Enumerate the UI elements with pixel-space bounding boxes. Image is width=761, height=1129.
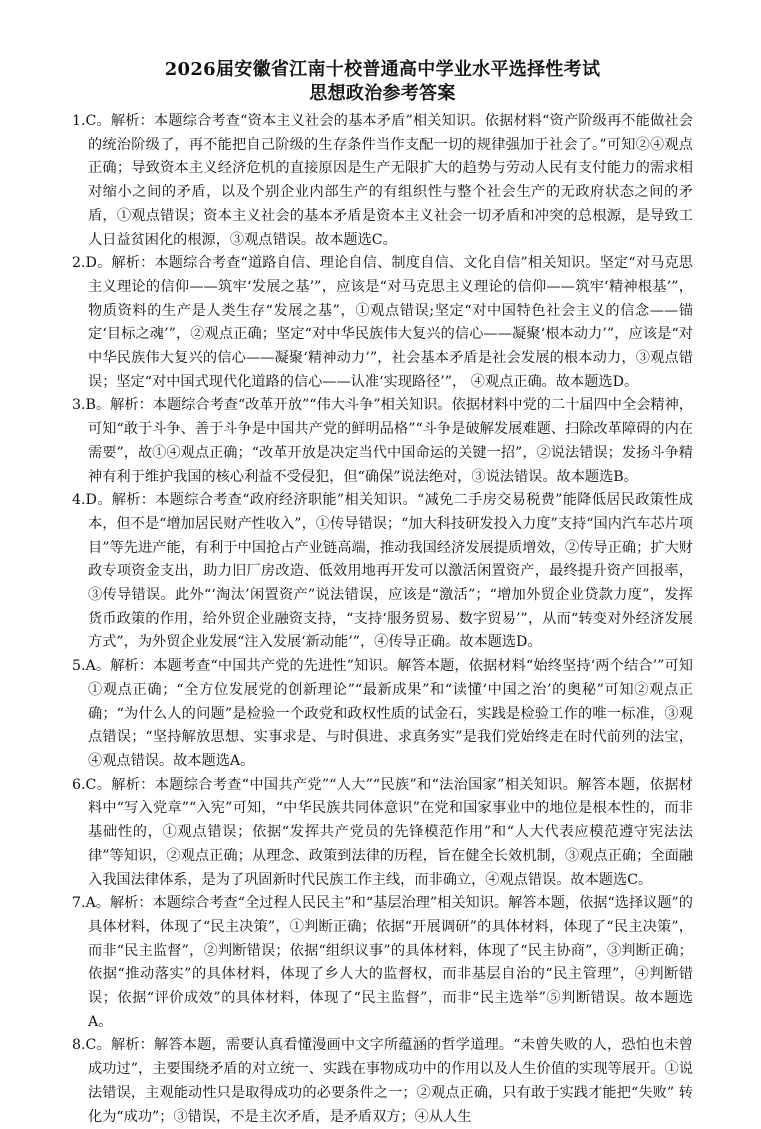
answer-item-1: 1.C。解析：本题综合考查“资本主义社会的基本矛盾”相关知识。依据材料“资产阶级再不能做社会的统治阶级了，再不能把自己阶级的生存条件当作支配一切的规律强加于社会了。”可知②④观点正确；导致资本主义经济危机的直接原因是生产无限扩大的趋势与劳动人民有支付能力的需求相对缩小之间的矛盾，以及个别企业内部生产的有组织性与整个社会生产的无政府状态之间的矛盾，①观点错误；资本主义社会的基本矛盾是资本主义社会一切矛盾和冲突的总根源，是导致工人日益贫困化的根源，③观点错误。故本题选C。 xyxy=(72,113,693,248)
answer-item-3: 3.B。解析：本题综合考查“改革开放”“伟大斗争”相关知识。依据材料中党的二十届四中全会精神，可知“敢于斗争、善于斗争是中国共产党的鲜明品格”“斗争是破解发展难题、扫除改革障碍的内在需要”，故①④观点正确；“改革开放是决定当代中国命运的关键一招”，②说法错误；发扬斗争精神有利于维护我国的核心利益不受侵犯，但“确保”说法绝对，③说法错误。故本题选B。 xyxy=(72,397,693,485)
answer-item-7: 7.A。解析：本题综合考查“全过程人民民主”和“基层治理”相关知识。解答本题，依据“选择议题”的具体材料，体现了“民主决策”，①判断正确；依据“开展调研”的具体材料，体现了“民主决策”，而非“民主监督”，②判断错误；依据“组织议事”的具体材料，体现了“民主协商”，③判断正确；依据“推动落实”的具体材料，体现了乡人大的监督权，而非基层自治的“民主管理”，④判断错误；依据“评价成效”的具体材料，体现了“民主监督”，而非“民主选举”⑤判断错误。故本题选A。 xyxy=(72,895,693,1030)
document-title: 2026届安徽省江南十校普通高中学业水平选择性考试 xyxy=(164,59,601,80)
answer-item-6: 6.C。解析：本题综合考查“中国共产党”“人大”“民族”和“法治国家”相关知识。解答本题，依据材料中“写入党章”“入宪”可知，“中华民族共同体意识”在党和国家事业中的地位是根本性的，而非基础性的，①观点错误；依据“发挥共产党员的先锋模范作用”和“人大代表应模范遵守宪法法律”等知识，②观点正确；从理念、政策到法律的历程，旨在健全长效机制，③观点正确；全面融入我国法律体系，是为了巩固新时代民族工作主线，而非确立，④观点错误。故本题选C。 xyxy=(72,776,693,888)
answer-item-8: 8.C。解析：解答本题，需要认真看懂漫画中文字所蕴涵的哲学道理。“未曾失败的人，恐怕也未曾成功过”，主要围绕矛盾的对立统一、实践在事物成功中的作用以及人生价值的实现等展开。①说法错误，主观能动性只是取得成功的必要条件之一；②观点正确，只有敢于实践才能把“失败” 转化为“成功”；③错误，不是主次矛盾，是矛盾双方；④从人生 xyxy=(72,1037,693,1125)
answer-list xyxy=(72,110,693,1129)
answer-item-4: 4.D。解析：本题综合考查“政府经济职能”相关知识。“减免二手房交易税费”能降低居民政策性成本，但不是“增加居民财产性收入”，①传导错误；“加大科技研发投入力度”支持“国内汽车芯片项目”等先进产能，有利于中国抢占产业链高端，推动我国经济发展提质增效，②传导正确；扩大财政专项资金支出，助力旧厂房改造、低效用地再开发可以激活闲置资产，最终提升资产回报率，③传导错误。此外“‘淘汰’闲置资产”说法错误，应该是“激活”；“增加外贸企业贷款力度”，发挥货币政策的作用，给外贸企业融资支持，“支持‘服务贸易、数字贸易’”，从而“转变对外经济发展方式”，为外贸企业发展“注入发展‘新动能’”，④传导正确。故本题选D。 xyxy=(72,492,693,651)
answer-item-2: 2.D。解析：本题综合考查“道路自信、理论自信、制度自信、文化自信”相关知识。坚定“对马克思主义理论的信仰——筑牢‘发展之基’”，应该是“对马克思主义理论的信仰——筑牢‘精神根基’”，物质资料的生产是人类生存“发展之基”，①观点错误;坚定“对中国特色社会主义的信念——锚定‘目标之魂’”，②观点正确；坚定“对中华民族伟大复兴的信心——凝聚‘根本动力’”，应该是“对中华民族伟大复兴的信心——凝聚‘精神动力’”，社会基本矛盾是社会发展的根本动力，③观点错误；坚定“对中国式现代化道路的信心——认准‘实现路径’”， ④观点正确。故本题选D。 xyxy=(72,255,693,390)
answer-item-5: 5.A。解析：本题考查“中国共产党的先进性”知识。解答本题，依据材料“始终坚持‘两个结合’”可知①观点正确；“全方位发展党的创新理论”“最新成果”和“读懂‘中国之治’的奥秘”可知②观点正确；“为什么人的问题”是检验一个政党和政权性质的试金石，实践是检验工作的唯一标准，③观点错误；“坚持解放思想、实事求是、与时俱进、求真务实”是我们党始终走在时代前列的法宝，④观点错误。故本题选A。 xyxy=(72,658,693,769)
document-subtitle: 思想政治参考答案 xyxy=(309,83,456,104)
